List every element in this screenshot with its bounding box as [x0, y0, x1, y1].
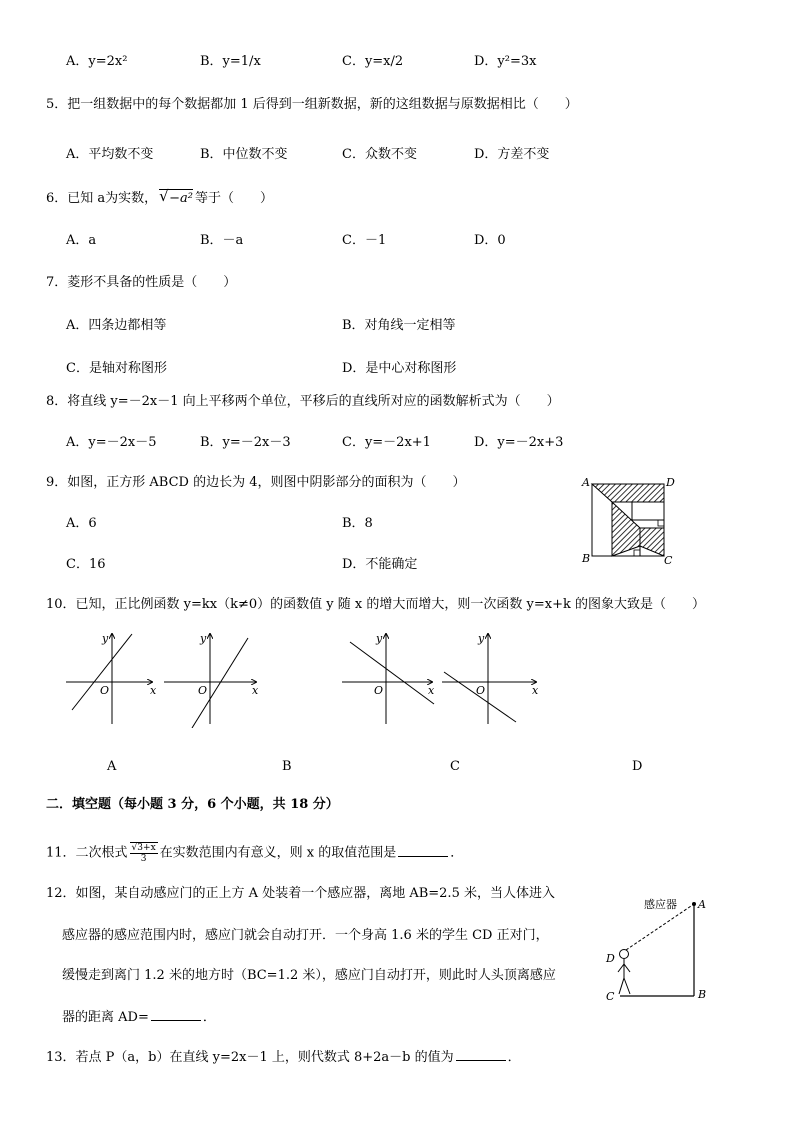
q7-option-b: B．对角线一定相等 [342, 318, 456, 333]
svg-text:y: y [478, 632, 485, 645]
q9-square-figure [576, 472, 680, 568]
q6-stem-end: 等于（ ） [195, 191, 274, 206]
svg-text:D: D [606, 952, 615, 965]
q12-line2: 感应器的感应范围内时，感应门就会自动打开．一个身高 1.6 米的学生 CD 正对门， [62, 928, 549, 943]
q8-option-a: A．y=－2x－5 [66, 435, 157, 450]
q12-sensor-label: 感应器 [644, 898, 677, 911]
q12-answer-blank[interactable] [151, 1020, 201, 1021]
q10-graph-b [164, 632, 259, 728]
svg-text:y: y [200, 632, 207, 645]
q13-answer-blank[interactable] [456, 1060, 506, 1061]
svg-text:O: O [198, 684, 208, 697]
q9-stem: 9．如图，正方形 ABCD 的边长为 4，则图中阴影部分的面积为（ ） [46, 475, 466, 490]
q7-option-c: C．是轴对称图形 [66, 361, 167, 376]
q6-stem [46, 189, 273, 208]
q7-option-a: A．四条边都相等 [66, 318, 167, 333]
q5-stem: 5．把一组数据中的每个数据都加 1 后得到一组新数据，新的这组数据与原数据相比（ ） [46, 97, 578, 112]
q10-label-d: D [632, 759, 643, 774]
q10-graphs [60, 628, 550, 728]
q6-radical: √ −a² [159, 187, 194, 206]
q5-option-a: A．平均数不变 [66, 147, 154, 162]
q6-option-b: B．－a [200, 233, 244, 248]
q8-stem: 8．将直线 y=－2x－1 向上平移两个单位，平移后的直线所对应的函数解析式为（ ） [46, 394, 560, 409]
q4-option-d: D．y²=3x [474, 54, 537, 69]
q6-stem-start: 6．已知 a为实数， [46, 191, 158, 206]
q6-option-a: A．a [66, 233, 97, 248]
svg-text:O: O [100, 684, 110, 697]
q9-option-d: D．不能确定 [342, 557, 418, 572]
q9-label-b: B [582, 552, 591, 565]
q10-graph-d [442, 632, 539, 724]
q5-option-b: B．中位数不变 [200, 147, 288, 162]
q11-fraction: $\frac{√3+x}{3}$ [131, 843, 156, 864]
svg-text:C: C [606, 990, 615, 1000]
svg-text:y: y [102, 632, 109, 645]
q6-option-d: D．0 [474, 233, 506, 248]
svg-text:x: x [150, 684, 157, 697]
q4-option-b: B．y=1/x [200, 54, 261, 69]
q10-label-c: C [450, 759, 460, 774]
svg-text:B: B [698, 988, 707, 1000]
q9-label-c: C [664, 554, 673, 567]
q10-graph-a [66, 632, 157, 724]
q12-line4: 器的距离 AD= ． [62, 1010, 216, 1025]
q4-option-c: C．y=x/2 [342, 54, 404, 69]
q8-option-d: D．y=－2x+3 [474, 435, 564, 450]
svg-text:O: O [374, 684, 384, 697]
q8-option-c: C．y=－2x+1 [342, 435, 431, 450]
q9-option-c: C．16 [66, 557, 106, 572]
svg-text:x: x [252, 684, 259, 697]
svg-text:x: x [532, 684, 539, 697]
section2-heading: 二．填空题（每小题 3 分，6 个小题，共 18 分） [46, 797, 339, 812]
q9-option-a: A．6 [66, 516, 97, 531]
q12-sensor-figure [600, 890, 716, 1000]
q6-option-c: C．－1 [342, 233, 387, 248]
q10-label-a: A [107, 759, 117, 774]
q9-label-a: A [582, 476, 590, 489]
q4-option-a: A．y=2x² [66, 54, 128, 69]
q11-stem: 11．二次根式 $\frac{√3+x}{3}$ 在实数范围内有意义，则 x 的取值范围是 ． [46, 843, 464, 864]
svg-text:A: A [698, 898, 706, 911]
q11-answer-blank[interactable] [398, 856, 448, 857]
q5-option-d: D．方差不变 [474, 147, 550, 162]
q10-stem: 10．已知，正比例函数 y=kx（k≠0）的函数值 y 随 x 的增大而增大，则一次函数 y=x+k 的图象大致是（ ） [46, 597, 705, 612]
q8-option-b: B．y=－2x－3 [200, 435, 291, 450]
q9-label-d: D [666, 476, 675, 489]
q10-label-b: B [282, 759, 292, 774]
q7-option-d: D．是中心对称图形 [342, 361, 457, 376]
q7-stem: 7．菱形不具备的性质是（ ） [46, 275, 237, 290]
q12-line1: 12．如图，某自动感应门的正上方 A 处装着一个感应器，离地 AB=2.5 米，当人体进入 [46, 886, 555, 901]
q5-option-c: C．众数不变 [342, 147, 417, 162]
q10-graph-c [342, 632, 435, 724]
q13-stem: 13．若点 P（a，b）在直线 y=2x－1 上，则代数式 8+2a－b 的值为 ． [46, 1050, 521, 1065]
svg-text:x: x [428, 684, 435, 697]
q9-option-b: B．8 [342, 516, 373, 531]
q12-line3: 缓慢走到离门 1.2 米的地方时（BC=1.2 米），感应门自动打开，则此时人头顶离感应 [62, 968, 556, 983]
svg-text:y: y [376, 632, 383, 645]
svg-text:O: O [476, 684, 486, 697]
